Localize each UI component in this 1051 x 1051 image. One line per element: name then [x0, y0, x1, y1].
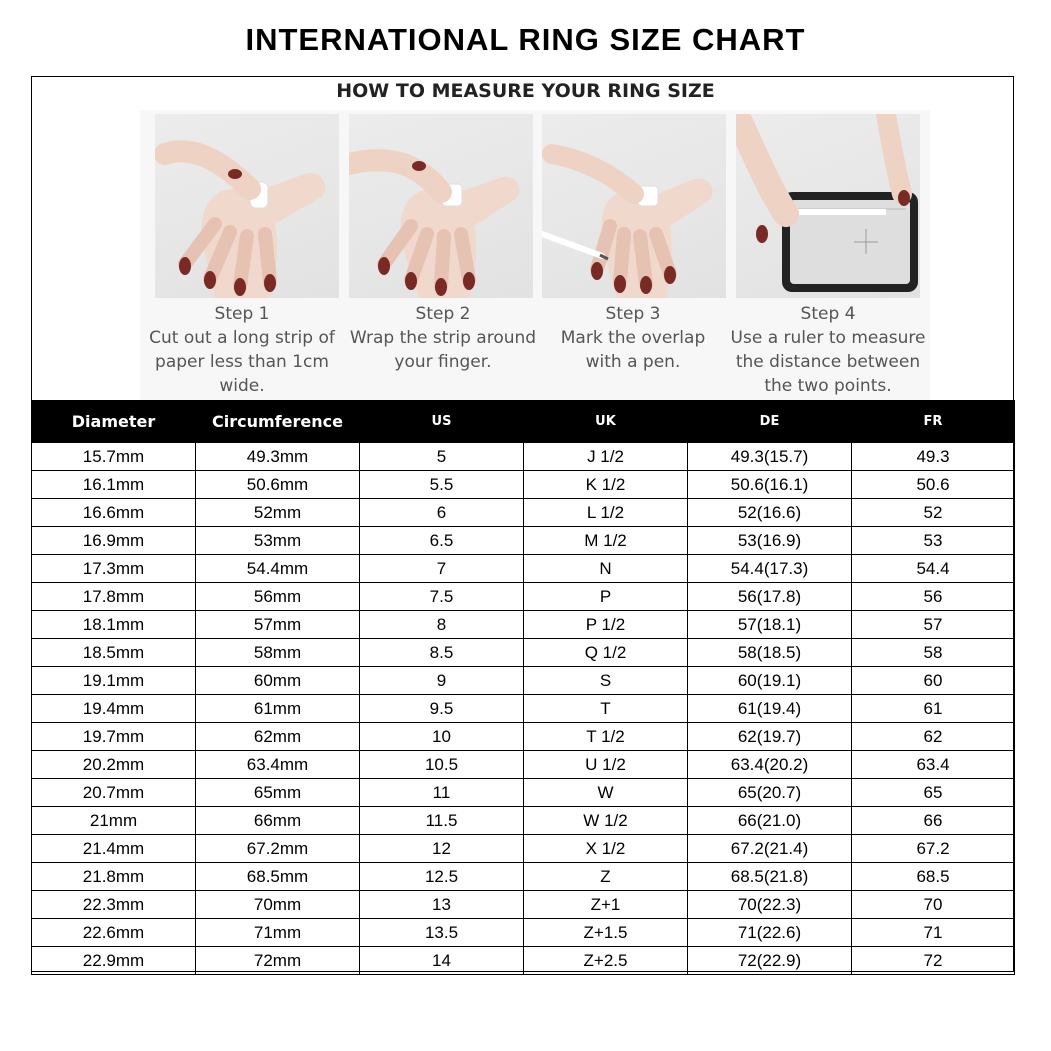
step-4-line-1: Use a ruler to measure	[730, 328, 926, 348]
table-row	[32, 639, 1015, 667]
cell-diameter: 22.3mm	[32, 891, 196, 919]
table-row	[32, 723, 1015, 751]
step-2-title: Step 2	[415, 304, 471, 324]
step-3-line-2: with a pen.	[585, 352, 681, 372]
ring-size-table-wrap	[31, 400, 1014, 975]
cell-fr: 57	[852, 611, 1015, 639]
table-row	[32, 891, 1015, 919]
cell-diameter: 15.7mm	[32, 443, 196, 471]
cell-de: 66(21.0)	[688, 807, 852, 835]
table-row	[32, 863, 1015, 891]
cell-fr: 62	[852, 723, 1015, 751]
cell-diameter: 16.9mm	[32, 527, 196, 555]
cell-us: 7.5	[360, 583, 524, 611]
cell-us: 5	[360, 443, 524, 471]
cell-fr: 67.2	[852, 835, 1015, 863]
cell-diameter: 16.6mm	[32, 499, 196, 527]
cell-fr: 71	[852, 919, 1015, 947]
cell-de: 60(19.1)	[688, 667, 852, 695]
cell-fr: 49.3	[852, 443, 1015, 471]
cell-de: 70(22.3)	[688, 891, 852, 919]
cell-de: 61(19.4)	[688, 695, 852, 723]
step-1-line-1: Cut out a long strip of	[149, 328, 335, 348]
cell-circumference: 53mm	[196, 527, 360, 555]
cell-diameter: 21.4mm	[32, 835, 196, 863]
cell-us: 13.5	[360, 919, 524, 947]
cell-diameter: 22.9mm	[32, 947, 196, 975]
cell-uk: S	[524, 667, 688, 695]
cell-circumference: 63.4mm	[196, 751, 360, 779]
cell-circumference: 70mm	[196, 891, 360, 919]
table-row	[32, 779, 1015, 807]
cell-de: 49.3(15.7)	[688, 443, 852, 471]
cell-fr: 52	[852, 499, 1015, 527]
cell-us: 9	[360, 667, 524, 695]
cell-fr: 65	[852, 779, 1015, 807]
cell-de: 50.6(16.1)	[688, 471, 852, 499]
step-4-photo	[736, 114, 920, 298]
cell-us: 13	[360, 891, 524, 919]
step-3-desc	[533, 326, 733, 374]
table-row	[32, 583, 1015, 611]
table-row	[32, 919, 1015, 947]
cell-de: 58(18.5)	[688, 639, 852, 667]
header-de: DE	[688, 400, 852, 443]
step-1-line-2: paper less than 1cm	[155, 352, 329, 372]
table-row	[32, 695, 1015, 723]
cell-diameter: 21.8mm	[32, 863, 196, 891]
cell-circumference: 57mm	[196, 611, 360, 639]
cell-circumference: 58mm	[196, 639, 360, 667]
cell-diameter: 21mm	[32, 807, 196, 835]
table-row	[32, 947, 1015, 975]
header-circumference: Circumference	[196, 400, 360, 443]
cell-diameter: 22.6mm	[32, 919, 196, 947]
step-3-line-1: Mark the overlap	[560, 328, 706, 348]
cell-us: 14	[360, 947, 524, 975]
table-row	[32, 611, 1015, 639]
cell-de: 63.4(20.2)	[688, 751, 852, 779]
cell-uk: J 1/2	[524, 443, 688, 471]
cell-fr: 68.5	[852, 863, 1015, 891]
step-2-desc	[343, 326, 543, 374]
cell-circumference: 65mm	[196, 779, 360, 807]
cell-de: 62(19.7)	[688, 723, 852, 751]
cell-uk: Z+1.5	[524, 919, 688, 947]
cell-fr: 70	[852, 891, 1015, 919]
cell-fr: 66	[852, 807, 1015, 835]
cell-uk: Q 1/2	[524, 639, 688, 667]
step-1-desc	[142, 326, 342, 398]
header-fr: FR	[852, 400, 1015, 443]
cell-diameter: 20.2mm	[32, 751, 196, 779]
cell-us: 10	[360, 723, 524, 751]
cell-uk: U 1/2	[524, 751, 688, 779]
cell-de: 54.4(17.3)	[688, 555, 852, 583]
cell-de: 67.2(21.4)	[688, 835, 852, 863]
cell-uk: M 1/2	[524, 527, 688, 555]
header-diameter: Diameter	[32, 400, 196, 443]
cell-diameter: 17.3mm	[32, 555, 196, 583]
cell-diameter: 19.4mm	[32, 695, 196, 723]
table-row	[32, 555, 1015, 583]
cell-circumference: 61mm	[196, 695, 360, 723]
cell-fr: 56	[852, 583, 1015, 611]
cell-uk: X 1/2	[524, 835, 688, 863]
table-header-row	[32, 400, 1015, 443]
step-1-title: Step 1	[214, 304, 270, 324]
cell-us: 5.5	[360, 471, 524, 499]
cell-uk: Z+1	[524, 891, 688, 919]
cell-circumference: 50.6mm	[196, 471, 360, 499]
page-title: INTERNATIONAL RING SIZE CHART	[245, 22, 806, 57]
table-row	[32, 807, 1015, 835]
cell-fr: 61	[852, 695, 1015, 723]
cell-fr: 60	[852, 667, 1015, 695]
cell-circumference: 71mm	[196, 919, 360, 947]
cell-diameter: 16.1mm	[32, 471, 196, 499]
cell-diameter: 19.7mm	[32, 723, 196, 751]
step-2-line-2: your finger.	[394, 352, 492, 372]
cell-diameter: 20.7mm	[32, 779, 196, 807]
cell-de: 68.5(21.8)	[688, 863, 852, 891]
cell-circumference: 62mm	[196, 723, 360, 751]
table-row	[32, 499, 1015, 527]
step-3-photo	[542, 114, 726, 298]
cell-us: 6	[360, 499, 524, 527]
cell-de: 72(22.9)	[688, 947, 852, 975]
table-row	[32, 443, 1015, 471]
cell-de: 71(22.6)	[688, 919, 852, 947]
step-4-title: Step 4	[800, 304, 856, 324]
table-row	[32, 667, 1015, 695]
cell-circumference: 56mm	[196, 583, 360, 611]
cell-us: 10.5	[360, 751, 524, 779]
step-4-line-2: the distance between	[735, 352, 921, 372]
cell-fr: 54.4	[852, 555, 1015, 583]
cell-circumference: 54.4mm	[196, 555, 360, 583]
step-2-photo	[349, 114, 533, 298]
cell-uk: P	[524, 583, 688, 611]
cell-diameter: 17.8mm	[32, 583, 196, 611]
step-2-line-1: Wrap the strip around	[349, 328, 537, 348]
howto-title: HOW TO MEASURE YOUR RING SIZE	[336, 80, 715, 102]
cell-circumference: 66mm	[196, 807, 360, 835]
cell-uk: K 1/2	[524, 471, 688, 499]
cell-circumference: 60mm	[196, 667, 360, 695]
cell-uk: Z	[524, 863, 688, 891]
header-us: US	[360, 400, 524, 443]
cell-uk: N	[524, 555, 688, 583]
cell-diameter: 19.1mm	[32, 667, 196, 695]
cell-uk: L 1/2	[524, 499, 688, 527]
cell-uk: T 1/2	[524, 723, 688, 751]
cell-fr: 58	[852, 639, 1015, 667]
cell-de: 65(20.7)	[688, 779, 852, 807]
cell-us: 9.5	[360, 695, 524, 723]
cell-diameter: 18.1mm	[32, 611, 196, 639]
cell-fr: 63.4	[852, 751, 1015, 779]
ring-size-table	[31, 400, 1015, 975]
cell-de: 53(16.9)	[688, 527, 852, 555]
cell-us: 12	[360, 835, 524, 863]
cell-us: 7	[360, 555, 524, 583]
cell-uk: Z+2.5	[524, 947, 688, 975]
header-uk: UK	[524, 400, 688, 443]
cell-us: 12.5	[360, 863, 524, 891]
cell-fr: 50.6	[852, 471, 1015, 499]
cell-us: 11.5	[360, 807, 524, 835]
table-row	[32, 835, 1015, 863]
step-3-title: Step 3	[605, 304, 661, 324]
cell-uk: W 1/2	[524, 807, 688, 835]
cell-circumference: 72mm	[196, 947, 360, 975]
cell-fr: 72	[852, 947, 1015, 975]
cell-de: 56(17.8)	[688, 583, 852, 611]
cell-circumference: 67.2mm	[196, 835, 360, 863]
cell-us: 8.5	[360, 639, 524, 667]
cell-uk: T	[524, 695, 688, 723]
cell-de: 57(18.1)	[688, 611, 852, 639]
cell-circumference: 49.3mm	[196, 443, 360, 471]
step-4-line-3: the two points.	[764, 376, 892, 396]
step-4-desc	[718, 326, 938, 398]
step-1-line-3: wide.	[219, 376, 265, 396]
table-body	[32, 443, 1015, 975]
cell-uk: W	[524, 779, 688, 807]
cell-circumference: 52mm	[196, 499, 360, 527]
cell-us: 8	[360, 611, 524, 639]
cell-diameter: 18.5mm	[32, 639, 196, 667]
cell-circumference: 68.5mm	[196, 863, 360, 891]
cell-fr: 53	[852, 527, 1015, 555]
table-row	[32, 527, 1015, 555]
cell-de: 52(16.6)	[688, 499, 852, 527]
cell-uk: P 1/2	[524, 611, 688, 639]
cell-us: 11	[360, 779, 524, 807]
cell-us: 6.5	[360, 527, 524, 555]
step-1-photo	[155, 114, 339, 298]
table-row	[32, 751, 1015, 779]
table-row	[32, 471, 1015, 499]
